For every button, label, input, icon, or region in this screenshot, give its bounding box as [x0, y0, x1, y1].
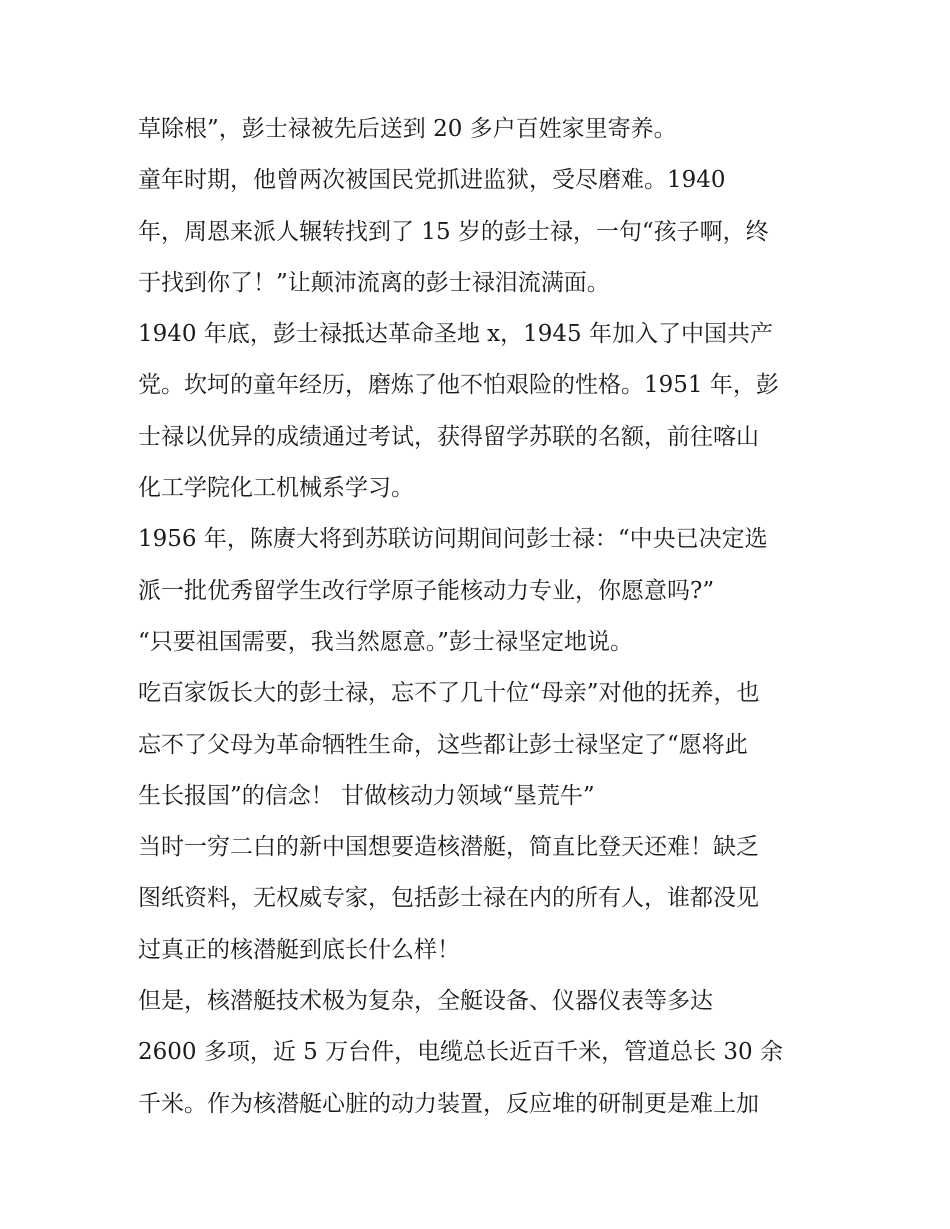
- text-line: 生长报国”的信念！ 甘做核动力领域“垦荒牛”: [138, 782, 595, 809]
- text-line: 忘不了父母为革命牺牲生命，这些都让彭士禄坚定了“愿将此: [138, 731, 748, 758]
- text-line: 过真正的核潜艇到底长什么样！: [138, 936, 460, 963]
- text-line: 但是，核潜艇技术极为复杂，全艇设备、仪器仪表等多达: [138, 988, 713, 1015]
- text-line: 党。坎坷的童年经历，磨炼了他不怕艰险的性格。1951 年，彭: [138, 372, 779, 399]
- text-line: 图纸资料，无权威专家，包括彭士禄在内的所有人，谁都没见: [138, 885, 759, 912]
- text-line: 2600 多项，近 5 万台件，电缆总长近百千米，管道总长 30 余: [138, 1039, 783, 1066]
- text-line: 化工学院化工机械系学习。: [138, 475, 414, 502]
- text-line: 于找到你了！”让颠沛流离的彭士禄泪流满面。: [138, 269, 610, 296]
- text-line: 童年时期，他曾两次被国民党抓进监狱，受尽磨难。1940: [138, 167, 726, 194]
- text-line: 1940 年底，彭士禄抵达革命圣地 x，1945 年加入了中国共产: [138, 321, 773, 348]
- text-line: 吃百家饭长大的彭士禄，忘不了几十位“母亲”对他的抚养，也: [138, 680, 760, 707]
- text-line: 千米。作为核潜艇心脏的动力装置，反应堆的研制更是难上加: [138, 1090, 759, 1117]
- text-line: 草除根”，彭士禄被先后送到 20 多户百姓家里寄养。: [138, 116, 677, 142]
- document-body: [138, 104, 828, 1130]
- text-line: 当时一穷二白的新中国想要造核潜艇，简直比登天还难！缺乏: [138, 834, 759, 861]
- text-line: 1956 年，陈赓大将到苏联访问期间问彭士禄：“中央已决定选: [138, 526, 768, 553]
- text-line: 士禄以优异的成绩通过考试，获得留学苏联的名额，前往喀山: [138, 423, 759, 450]
- text-line: 派一批优秀留学生改行学原子能核动力专业，你愿意吗?”: [138, 577, 715, 604]
- text-line: “只要祖国需要，我当然愿意。”彭士禄坚定地说。: [138, 628, 634, 655]
- text-line: 年，周恩来派人辗转找到了 15 岁的彭士禄，一句“孩子啊，终: [138, 218, 769, 245]
